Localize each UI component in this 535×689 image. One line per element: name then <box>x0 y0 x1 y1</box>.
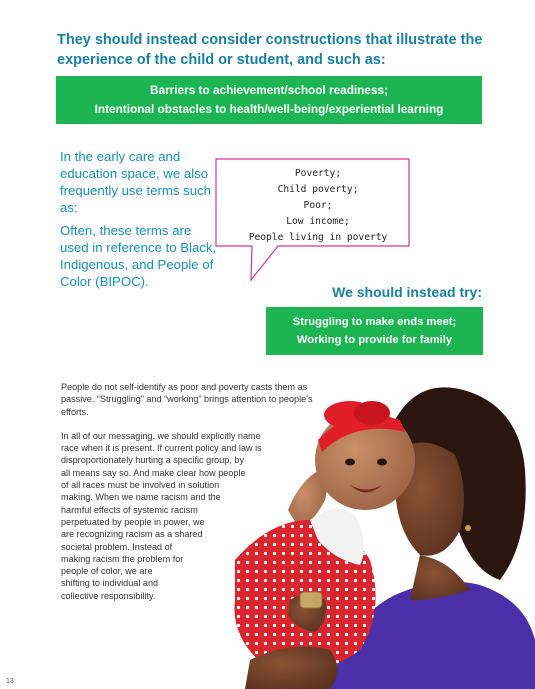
callout-line: Struggling to make ends meet; <box>292 316 457 328</box>
body-line: shifting to individual and <box>61 578 159 589</box>
body-line: all means say so. And make clear how people <box>61 467 246 478</box>
body-line: societal problem. Instead of <box>61 541 173 552</box>
body-line: disproportionately hurting a specific group, by <box>61 455 244 466</box>
term-item: Poor; <box>303 200 333 211</box>
body-copy <box>61 381 336 614</box>
body-line: race when it is present. If current policy and law is <box>61 443 262 454</box>
body-line: harmful effects of systemic racism <box>61 504 198 515</box>
body-paragraph <box>61 430 336 602</box>
body-line: making racism the problem for <box>61 553 184 564</box>
try-heading: We should instead try: <box>332 284 482 300</box>
callout-line: Intentional obstacles to health/well-being/experiential learning <box>94 102 444 116</box>
callout-line: Barriers to achievement/school readiness; <box>150 83 388 97</box>
intro-paragraph: Often, these terms are used in reference to Black, Indigenous, and People of Color (BIPOC). <box>60 223 217 289</box>
intro-paragraph: In the early care and education space, we also frequently use terms such as: <box>60 149 211 215</box>
section-heading: They should instead consider constructions that illustrate the experience of the child or student, and such as: <box>57 32 483 68</box>
body-line: perpetuated by people in power, we <box>61 516 205 527</box>
body-paragraph: People do not self-identify as poor and poverty casts them as passive. “Struggling” and “working” brings attention to people’s efforts. <box>61 382 313 417</box>
body-line: of all races must be involved in solution <box>61 480 220 491</box>
body-line: In all of our messaging, we should explicitly name <box>61 430 261 441</box>
term-item: Low income; <box>286 216 350 227</box>
body-line: people of color, we are <box>61 566 153 577</box>
page-number: 13 <box>6 678 14 685</box>
term-item: Poverty; <box>294 168 342 179</box>
term-item: Child poverty; <box>277 184 359 195</box>
body-line: making. When we name racism and the <box>61 492 221 503</box>
body-line: are recognizing racism as a shared <box>61 529 203 540</box>
callout-line: Working to provide for family <box>296 334 453 346</box>
term-item: People living in poverty <box>248 232 388 243</box>
body-line: collective responsibility. <box>61 590 156 601</box>
